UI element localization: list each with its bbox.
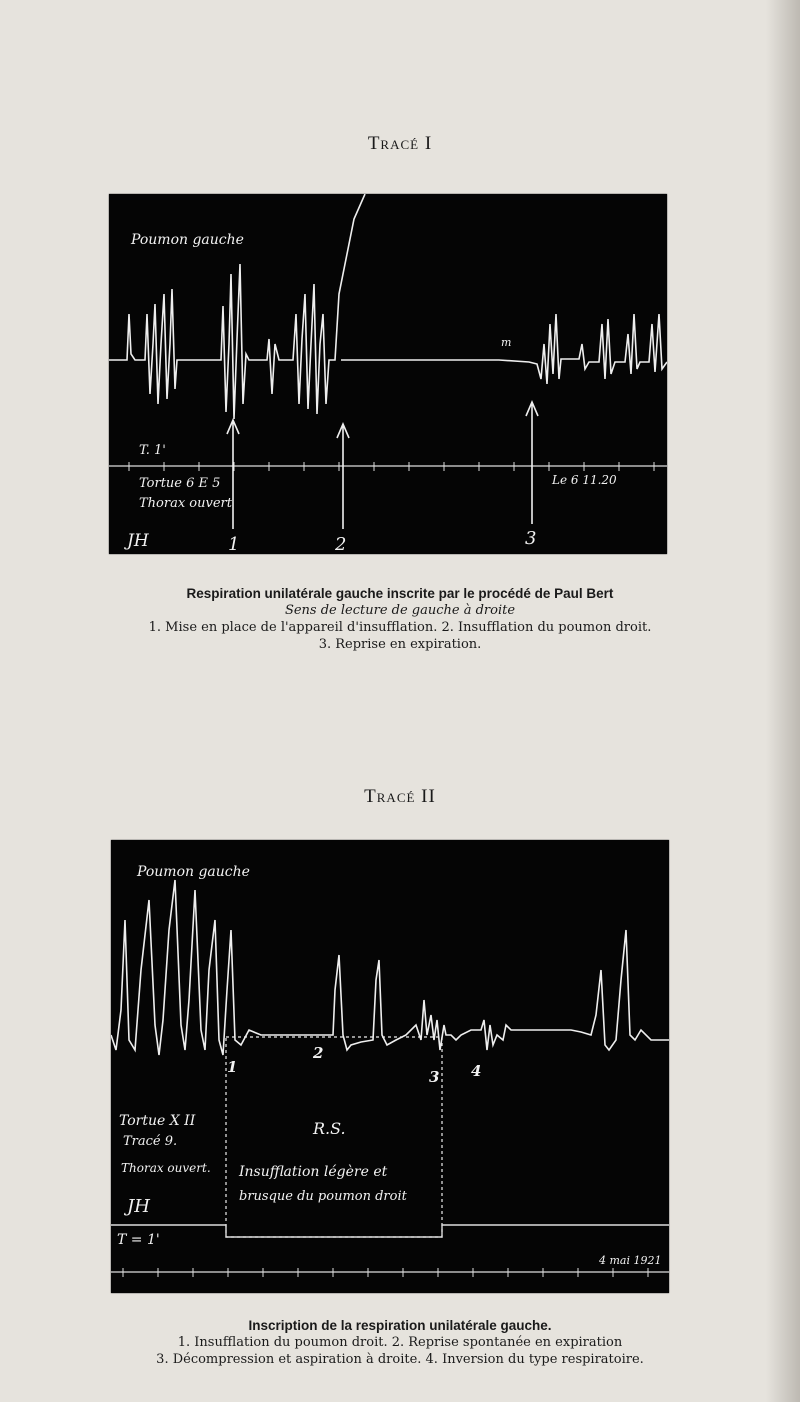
trace-2-subject-line-1: Tortue X II bbox=[119, 1113, 196, 1129]
trace-1-arrow-3-label: 3 bbox=[525, 528, 537, 549]
trace-2-figure bbox=[111, 840, 669, 1293]
trace-2-mark-1: 1 bbox=[227, 1058, 238, 1076]
trace-1-time-label: T. 1' bbox=[139, 443, 166, 458]
trace-1-caption-line-1: 1. Mise en place de l'appareil d'insufflation. 2. Insufflation du poumon droit. bbox=[148, 620, 652, 635]
trace-1-caption-title: Respiration unilatérale gauche inscrite par le procédé de Paul Bert bbox=[186, 586, 614, 601]
trace-1-caption-line-2: 3. Reprise en expiration. bbox=[318, 637, 482, 652]
trace-1-caption-subtitle: Sens de lecture de gauche à droite bbox=[284, 603, 516, 618]
trace-2-lung-label: Poumon gauche bbox=[137, 864, 250, 880]
trace-2-insuff-line-2: brusque du poumon droit bbox=[239, 1189, 407, 1204]
trace-2-rs-label: R.S. bbox=[313, 1119, 346, 1138]
trace-2-heading: Tracé II bbox=[364, 786, 436, 807]
trace-2-insuff-line-1: Insufflation légère et bbox=[239, 1164, 388, 1180]
trace-2-caption-line-1: 1. Insufflation du poumon droit. 2. Reprise spontanée en expiration bbox=[177, 1335, 623, 1350]
trace-1-caption bbox=[0, 586, 800, 652]
trace-1-respiration-curve bbox=[109, 194, 667, 419]
trace-2-mark-2: 2 bbox=[313, 1044, 324, 1062]
trace-1-arrow-1-label: 1 bbox=[228, 534, 240, 554]
trace-1-subject-line-1: Tortue 6 E 5 bbox=[139, 476, 221, 491]
trace-2-mark-3: 3 bbox=[429, 1068, 440, 1086]
trace-2-time-label: T = 1' bbox=[117, 1232, 160, 1248]
trace-1-plate bbox=[109, 194, 667, 554]
trace-2-respiration-curve bbox=[111, 880, 669, 1055]
trace-1-marker-m: m bbox=[501, 336, 512, 349]
trace-2-monogram: JH bbox=[127, 1196, 150, 1217]
trace-1-figure bbox=[109, 194, 667, 554]
page-edge-shadow bbox=[766, 0, 800, 1402]
trace-2-subject-line-3: Thorax ouvert. bbox=[121, 1161, 211, 1175]
trace-1-subject-line-2: Thorax ouvert bbox=[139, 496, 232, 511]
trace-2-signal-line bbox=[111, 1225, 669, 1237]
trace-2-subject-line-2: Tracé 9. bbox=[123, 1134, 178, 1149]
trace-1-date-label: Le 6 11.20 bbox=[552, 473, 617, 487]
trace-1-arrow-1-icon bbox=[227, 420, 239, 529]
trace-1-heading: Tracé I bbox=[367, 133, 433, 154]
trace-2-date-label: 4 mai 1921 bbox=[599, 1254, 662, 1267]
trace-2-caption-title: Inscription de la respiration unilatérale gauche. bbox=[248, 1318, 552, 1333]
trace-1-arrow-3-icon bbox=[526, 402, 538, 524]
trace-2-mark-4: 4 bbox=[471, 1062, 482, 1080]
trace-1-monogram: JH bbox=[127, 531, 149, 551]
trace-2-plate bbox=[111, 840, 669, 1293]
trace-2-caption-line-2: 3. Décompression et aspiration à droite. 4. Inversion du type respiratoire. bbox=[156, 1352, 644, 1367]
trace-1-lung-label: Poumon gauche bbox=[131, 232, 244, 248]
trace-2-caption bbox=[0, 1318, 800, 1367]
trace-1-arrow-2-icon bbox=[337, 424, 349, 529]
trace-1-arrow-2-label: 2 bbox=[335, 534, 347, 554]
